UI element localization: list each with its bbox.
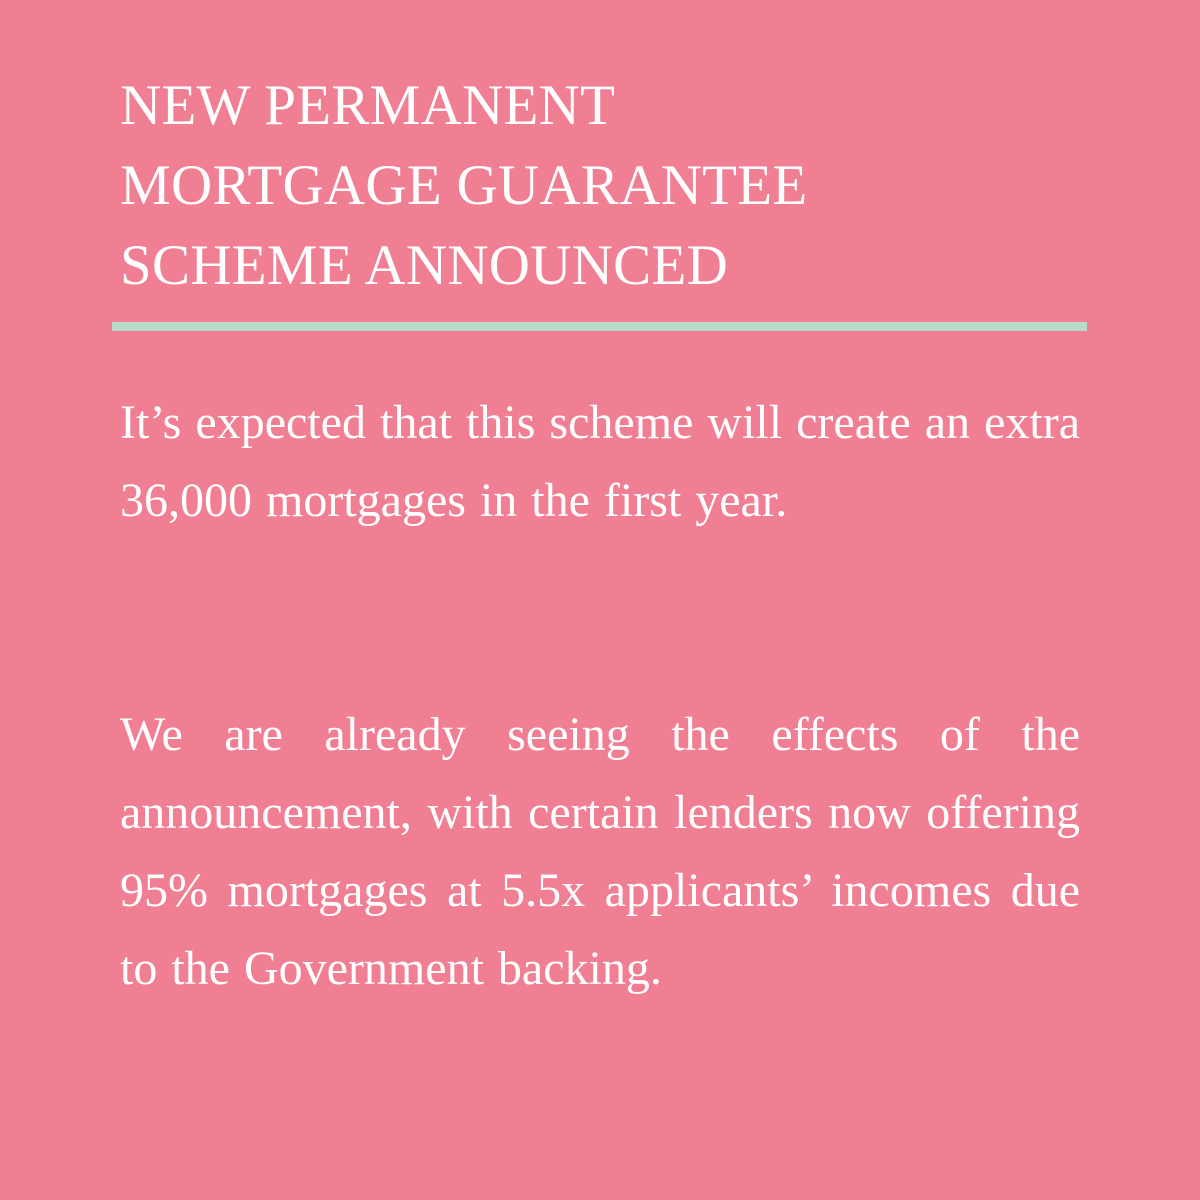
body-paragraph-2: We are already seeing the effects of the announcement, with certain lenders now offering 95% mortgages at 5.5x applicants’ incomes due to the Government backing.	[120, 708, 1080, 995]
divider-rule	[112, 322, 1087, 331]
body-paragraph-1: It’s expected that this scheme will create an extra 36,000 mortgages in the first year.	[120, 396, 1080, 527]
headline: NEW PERMANENT MORTGAGE GUARANTEE SCHEME ANNOUNCED	[120, 74, 808, 297]
